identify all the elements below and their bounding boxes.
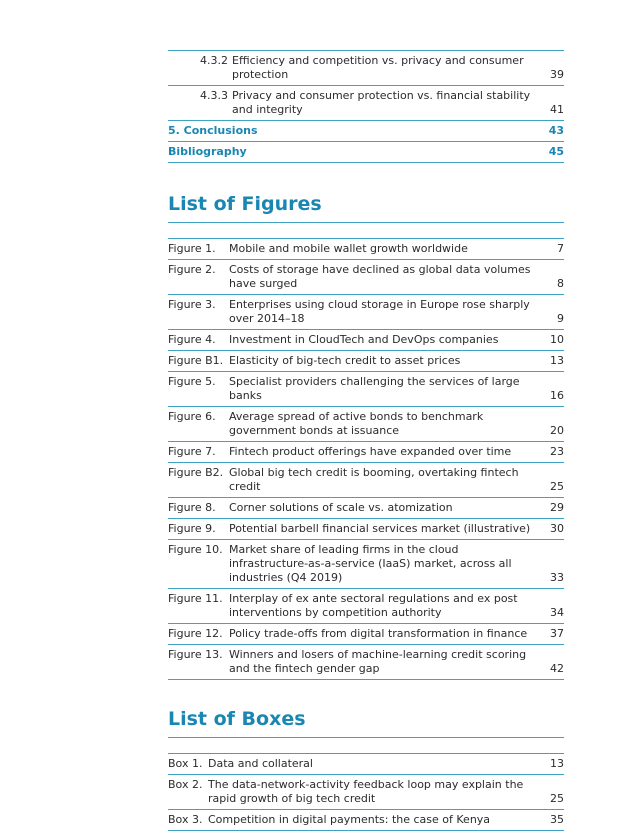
figure-entry[interactable]	[168, 519, 564, 540]
figure-entry-page: 37	[550, 627, 564, 640]
figure-entry-label: Figure B2.	[168, 466, 224, 479]
figure-entry-title: Winners and losers of machine-learning credit scoring and the fintech gender gap	[229, 648, 527, 675]
figure-entry[interactable]	[168, 295, 564, 330]
figure-entry-label: Figure 3.	[168, 298, 216, 311]
box-entry-title: Data and collateral	[208, 757, 313, 770]
heading-rule	[168, 222, 564, 223]
toc-chapter-title: 5. Conclusions	[168, 124, 258, 137]
toc-entry-title: Efficiency and competition vs. privacy and consumer protection	[232, 54, 524, 81]
figure-entry-label: Figure 12.	[168, 627, 223, 640]
figure-entry-label: Figure 5.	[168, 375, 216, 388]
figure-entry[interactable]	[168, 372, 564, 407]
toc-chapter-title: Bibliography	[168, 145, 247, 158]
box-entry-label: Box 2.	[168, 778, 203, 791]
list-of-boxes-heading: List of Boxes	[168, 708, 306, 730]
list-of-figures-heading: List of Figures	[168, 193, 322, 215]
box-entry-label: Box 1.	[168, 757, 203, 770]
figure-entry-label: Figure 8.	[168, 501, 216, 514]
figure-entry[interactable]	[168, 589, 564, 624]
figure-entry-title: Investment in CloudTech and DevOps companies	[229, 333, 499, 346]
figure-entry-label: Figure B1.	[168, 354, 224, 367]
figure-entry-title: Specialist providers challenging the services of large banks	[229, 375, 520, 402]
figure-entry-title: Global big tech credit is booming, overtaking fintech credit	[229, 466, 519, 493]
figure-entry-title: Elasticity of big-tech credit to asset prices	[229, 354, 461, 367]
figure-entry[interactable]	[168, 645, 564, 680]
figure-entry-title: Corner solutions of scale vs. atomization	[229, 501, 453, 514]
figure-entry-page: 9	[557, 312, 564, 325]
figure-entry-page: 29	[550, 501, 564, 514]
toc-entry-number: 4.3.3	[200, 89, 228, 102]
figure-entry[interactable]	[168, 442, 564, 463]
box-entry-page: 25	[550, 792, 564, 805]
boxes-list	[168, 754, 564, 831]
figure-entry-page: 8	[557, 277, 564, 290]
box-entry-title: The data-network-activity feedback loop may explain the rapid growth of big tech credit	[208, 778, 524, 805]
figure-entry[interactable]	[168, 239, 564, 260]
figure-entry-title: Average spread of active bonds to benchmark government bonds at issuance	[229, 410, 484, 437]
figure-entry-title: Market share of leading firms in the cloud infrastructure-as-a-service (IaaS) market, across all industries (Q4 2019)	[229, 543, 512, 584]
toc-chapter-page: 43	[548, 124, 564, 137]
figure-entry-label: Figure 13.	[168, 648, 223, 661]
figure-entry-label: Figure 7.	[168, 445, 216, 458]
toc-chapter-page: 45	[548, 145, 564, 158]
figure-entry[interactable]	[168, 498, 564, 519]
figure-entry-label: Figure 1.	[168, 242, 216, 255]
figure-entry[interactable]	[168, 407, 564, 442]
box-entry-title: Competition in digital payments: the case of Kenya	[208, 813, 491, 826]
figure-entry[interactable]	[168, 463, 564, 498]
figure-entry[interactable]	[168, 330, 564, 351]
figure-entry[interactable]	[168, 260, 564, 295]
figure-entry-label: Figure 4.	[168, 333, 216, 346]
box-entry[interactable]	[168, 810, 564, 831]
figure-entry-page: 7	[557, 242, 564, 255]
figure-entry-page: 30	[550, 522, 564, 535]
figure-entry-title: Policy trade-offs from digital transformation in finance	[229, 627, 528, 640]
toc-entry-title: Privacy and consumer protection vs. financial stability and integrity	[232, 89, 531, 116]
toc-entry-page: 39	[550, 68, 564, 81]
figure-entry-page: 34	[550, 606, 564, 619]
figure-entry-page: 33	[550, 571, 564, 584]
figure-entry-title: Enterprises using cloud storage in Europe rose sharply over 2014–18	[229, 298, 530, 325]
box-entry-page: 13	[550, 757, 564, 770]
figure-entry-label: Figure 2.	[168, 263, 216, 276]
box-entry[interactable]	[168, 754, 564, 775]
figure-entry-label: Figure 9.	[168, 522, 216, 535]
figure-entry-title: Costs of storage have declined as global data volumes have surged	[229, 263, 531, 290]
figure-entry[interactable]	[168, 624, 564, 645]
figure-entry-page: 10	[550, 333, 564, 346]
figure-entry[interactable]	[168, 351, 564, 372]
toc-entry-page: 41	[550, 103, 564, 116]
figure-entry-page: 16	[550, 389, 564, 402]
figures-list	[168, 239, 564, 680]
toc-entry[interactable]	[168, 51, 564, 86]
figure-entry-page: 13	[550, 354, 564, 367]
figure-entry-title: Interplay of ex ante sectoral regulations and ex post interventions by competition authority	[229, 592, 518, 619]
figure-entry-title: Mobile and mobile wallet growth worldwide	[229, 242, 468, 255]
figure-entry[interactable]	[168, 540, 564, 589]
toc-page	[168, 50, 564, 831]
toc-chapter-bibliography[interactable]	[168, 142, 564, 163]
toc-entry-number: 4.3.2	[200, 54, 228, 67]
box-entry-label: Box 3.	[168, 813, 203, 826]
heading-rule	[168, 737, 564, 738]
figure-entry-page: 20	[550, 424, 564, 437]
figure-entry-page: 23	[550, 445, 564, 458]
toc-chapter-conclusions[interactable]	[168, 121, 564, 142]
box-entry-page: 35	[550, 813, 564, 826]
figure-entry-page: 42	[550, 662, 564, 675]
figure-entry-label: Figure 10.	[168, 543, 223, 556]
figure-entry-page: 25	[550, 480, 564, 493]
figure-entry-label: Figure 11.	[168, 592, 223, 605]
toc-entry[interactable]	[168, 86, 564, 121]
figure-entry-title: Fintech product offerings have expanded over time	[229, 445, 512, 458]
box-entry[interactable]	[168, 775, 564, 810]
figure-entry-title: Potential barbell financial services market (illustrative)	[229, 522, 531, 535]
figure-entry-label: Figure 6.	[168, 410, 216, 423]
